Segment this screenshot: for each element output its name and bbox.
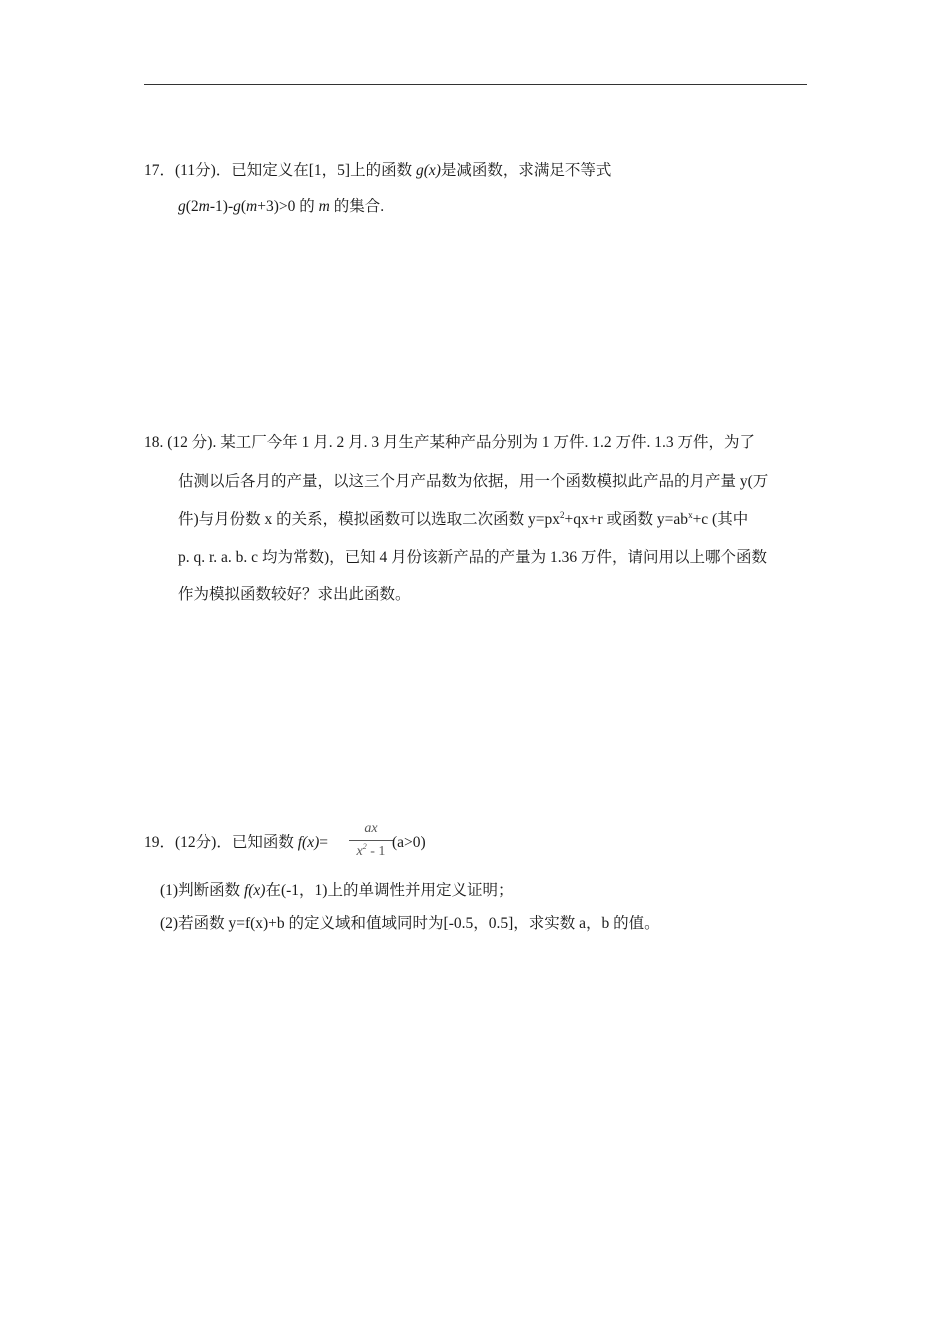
function-g: g(x) — [415, 162, 441, 179]
problem-17-line1: 17．(11分)．已知定义在[1，5]上的函数 g(x)是减函数，求满足不等式 — [144, 162, 612, 179]
problem-18-line3: 件)与月份数 x 的关系，模拟函数可以选取二次函数 $y=px^2+qx+r$ 或函数 $y=ab^x+c$ (其中 — [178, 510, 749, 528]
problem-17-line2: g(2m-1)-g(m+3)>0 的 m 的集合. — [178, 198, 385, 215]
problem-19-part2: (2)若函数 y=f(x)+b 的定义域和值域同时为[-0.5，0.5]，求实数 a，b 的值。 — [160, 915, 660, 932]
problem-18-line1: 18. (12 分). 某工厂今年 1 月. 2 月. 3 月生产某种产品分别为 1 万件. 1.2 万件. 1.3 万件，为了 — [144, 434, 755, 451]
problem-19-number: 19 — [144, 834, 160, 851]
problem-19-points: (12分) — [175, 834, 217, 851]
problem-19-part1: (1)判断函数 f(x)在(-1，1)上的单调性并用定义证明； — [160, 882, 514, 899]
problem-17-number: 17 — [144, 162, 160, 179]
problem-19-line1: 19．(12分)．已知函数 f(x)= — [144, 834, 328, 851]
problem-18-line4: p. q. r. a. b. c 均为常数)，已知 4 月份该新产品的产量为 1.36 万件，请问用以上哪个函数 — [178, 549, 767, 566]
fraction-denominator: $x^2 - 1$ — [356, 842, 386, 859]
function-f: f(x) — [297, 834, 320, 851]
problem-17-points: (11分) — [175, 162, 216, 179]
problem-19-condition: (a>0) — [392, 834, 426, 851]
header-rule — [144, 84, 807, 85]
problem-18-line5: 作为模拟函数较好？求出此函数。 — [178, 586, 411, 603]
problem-18-line2: 估测以后各月的产量，以这三个月产品数为依据，用一个函数模拟此产品的月产量 y(万 — [178, 473, 769, 490]
fraction-ax-over-x2-minus-1 — [348, 820, 394, 862]
fraction-numerator: ax — [364, 821, 378, 836]
